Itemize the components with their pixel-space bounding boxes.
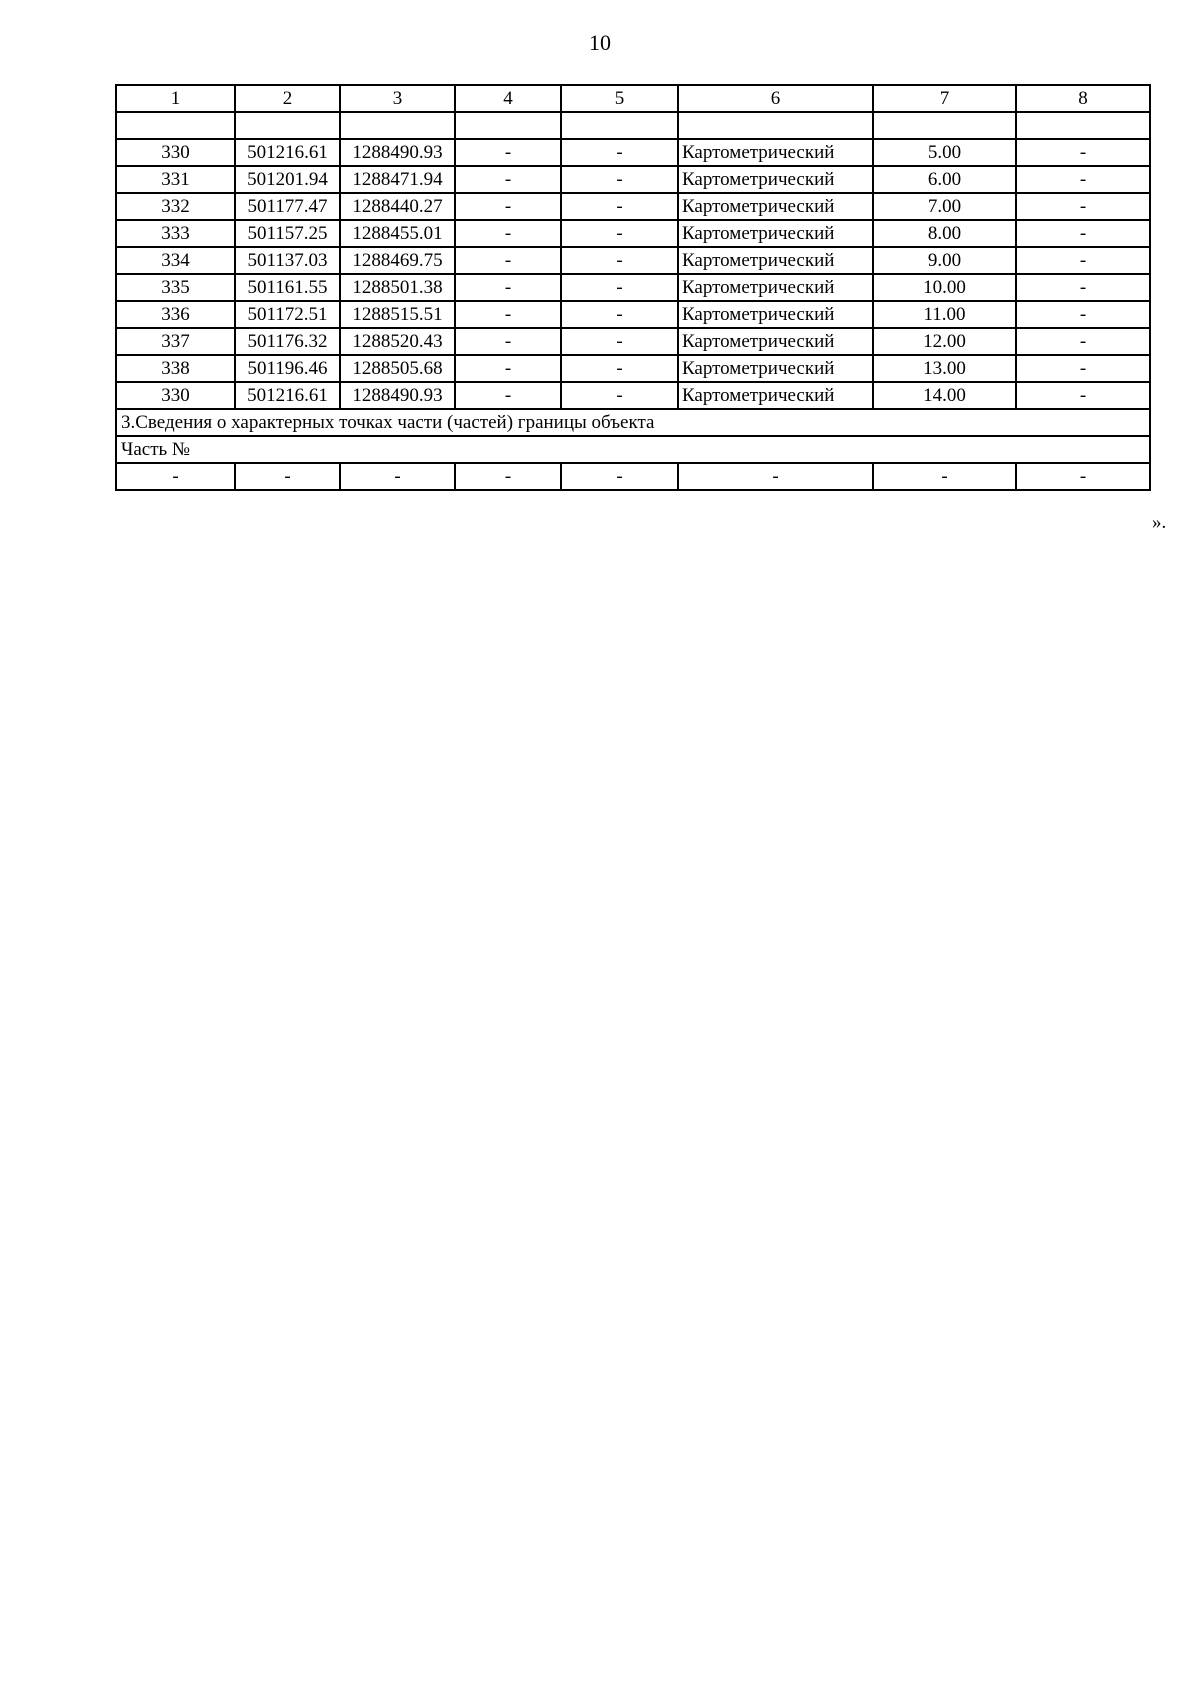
column-header: 6: [678, 85, 873, 112]
table-cell: Картометрический: [678, 355, 873, 382]
table-cell: -: [1016, 463, 1150, 490]
table-cell: 334: [116, 247, 235, 274]
table-cell: Картометрический: [678, 301, 873, 328]
table-cell: 9.00: [873, 247, 1016, 274]
table-cell: Картометрический: [678, 193, 873, 220]
table-cell: 1288490.93: [340, 139, 455, 166]
empty-row: [116, 112, 1150, 139]
table-cell: -: [1016, 139, 1150, 166]
table-cell: -: [1016, 382, 1150, 409]
column-header: 7: [873, 85, 1016, 112]
table-cell: 1288440.27: [340, 193, 455, 220]
table-cell: -: [873, 463, 1016, 490]
table-cell: -: [455, 382, 561, 409]
table-cell: 330: [116, 382, 235, 409]
table-cell: 5.00: [873, 139, 1016, 166]
table-cell: 501216.61: [235, 139, 340, 166]
page-number: 10: [589, 30, 611, 55]
table-cell: 1288455.01: [340, 220, 455, 247]
table-cell: -: [1016, 220, 1150, 247]
table-cell: -: [1016, 247, 1150, 274]
table-cell: 7.00: [873, 193, 1016, 220]
table-cell: -: [455, 328, 561, 355]
table-cell: -: [455, 220, 561, 247]
table-cell: 501177.47: [235, 193, 340, 220]
table-cell: 8.00: [873, 220, 1016, 247]
table-cell: 1288501.38: [340, 274, 455, 301]
table-cell: -: [561, 328, 678, 355]
part-label: Часть №: [116, 436, 1150, 463]
closing-quote: ».: [1152, 512, 1167, 533]
table-cell: -: [561, 166, 678, 193]
table-cell: 338: [116, 355, 235, 382]
table-row: [116, 139, 1150, 166]
table-cell: -: [1016, 301, 1150, 328]
table-cell: Картометрический: [678, 274, 873, 301]
table-cell: 6.00: [873, 166, 1016, 193]
column-header: 2: [235, 85, 340, 112]
table-row: [116, 301, 1150, 328]
table-cell: 501137.03: [235, 247, 340, 274]
part-row: [116, 463, 1150, 490]
table-cell: 11.00: [873, 301, 1016, 328]
table-cell: 501157.25: [235, 220, 340, 247]
table-cell: Картометрический: [678, 220, 873, 247]
table-cell: -: [561, 274, 678, 301]
section-title-row: [116, 409, 1150, 436]
table-cell: -: [455, 463, 561, 490]
table-cell: -: [561, 139, 678, 166]
table-cell: -: [678, 463, 873, 490]
table-cell: -: [1016, 193, 1150, 220]
table-cell: 501216.61: [235, 382, 340, 409]
table-cell: 330: [116, 139, 235, 166]
table-cell: -: [561, 382, 678, 409]
empty-cell: [873, 112, 1016, 139]
column-header: 1: [116, 85, 235, 112]
table-cell: 1288471.94: [340, 166, 455, 193]
coordinates-table: [115, 84, 1151, 491]
table-cell: 336: [116, 301, 235, 328]
column-header: 3: [340, 85, 455, 112]
table-cell: 1288490.93: [340, 382, 455, 409]
table-cell: -: [561, 355, 678, 382]
table-cell: 1288515.51: [340, 301, 455, 328]
table-cell: 1288505.68: [340, 355, 455, 382]
part-label-row: [116, 436, 1150, 463]
table-cell: -: [455, 247, 561, 274]
table-cell: 10.00: [873, 274, 1016, 301]
table-cell: 1288520.43: [340, 328, 455, 355]
empty-cell: [1016, 112, 1150, 139]
table-cell: -: [455, 193, 561, 220]
table-row: [116, 382, 1150, 409]
table-row: [116, 166, 1150, 193]
table-cell: Картометрический: [678, 247, 873, 274]
empty-cell: [116, 112, 235, 139]
table-cell: -: [561, 220, 678, 247]
empty-cell: [678, 112, 873, 139]
table-cell: 14.00: [873, 382, 1016, 409]
table-cell: -: [1016, 355, 1150, 382]
table-body: [116, 85, 1150, 490]
table-cell: 501196.46: [235, 355, 340, 382]
column-header: 8: [1016, 85, 1150, 112]
table-row: [116, 328, 1150, 355]
table-cell: 335: [116, 274, 235, 301]
table-cell: Картометрический: [678, 139, 873, 166]
table-cell: -: [455, 166, 561, 193]
empty-cell: [235, 112, 340, 139]
table-cell: -: [455, 139, 561, 166]
table-cell: -: [1016, 274, 1150, 301]
table-cell: -: [235, 463, 340, 490]
table-cell: Картометрический: [678, 328, 873, 355]
table-cell: 12.00: [873, 328, 1016, 355]
table-row: [116, 355, 1150, 382]
table-cell: 337: [116, 328, 235, 355]
table-cell: Картометрический: [678, 382, 873, 409]
table-cell: -: [1016, 166, 1150, 193]
table-cell: 501172.51: [235, 301, 340, 328]
table-cell: 333: [116, 220, 235, 247]
table-cell: -: [455, 301, 561, 328]
column-header: 5: [561, 85, 678, 112]
table-cell: -: [455, 355, 561, 382]
table-cell: -: [1016, 328, 1150, 355]
table-cell: 332: [116, 193, 235, 220]
table-cell: 501176.32: [235, 328, 340, 355]
section-title: 3.Сведения о характерных точках части (частей) границы объекта: [116, 409, 1150, 436]
empty-cell: [455, 112, 561, 139]
table-cell: -: [561, 247, 678, 274]
header-row: [116, 85, 1150, 112]
table-row: [116, 193, 1150, 220]
empty-cell: [561, 112, 678, 139]
table-cell: -: [455, 274, 561, 301]
table-cell: -: [561, 193, 678, 220]
table-cell: Картометрический: [678, 166, 873, 193]
table-row: [116, 247, 1150, 274]
table-row: [116, 274, 1150, 301]
table-cell: -: [340, 463, 455, 490]
table-cell: -: [116, 463, 235, 490]
table-cell: 13.00: [873, 355, 1016, 382]
table-cell: 331: [116, 166, 235, 193]
table-cell: 1288469.75: [340, 247, 455, 274]
table-cell: 501201.94: [235, 166, 340, 193]
table-cell: 501161.55: [235, 274, 340, 301]
table-row: [116, 220, 1150, 247]
empty-cell: [340, 112, 455, 139]
table-cell: -: [561, 463, 678, 490]
column-header: 4: [455, 85, 561, 112]
table-cell: -: [561, 301, 678, 328]
